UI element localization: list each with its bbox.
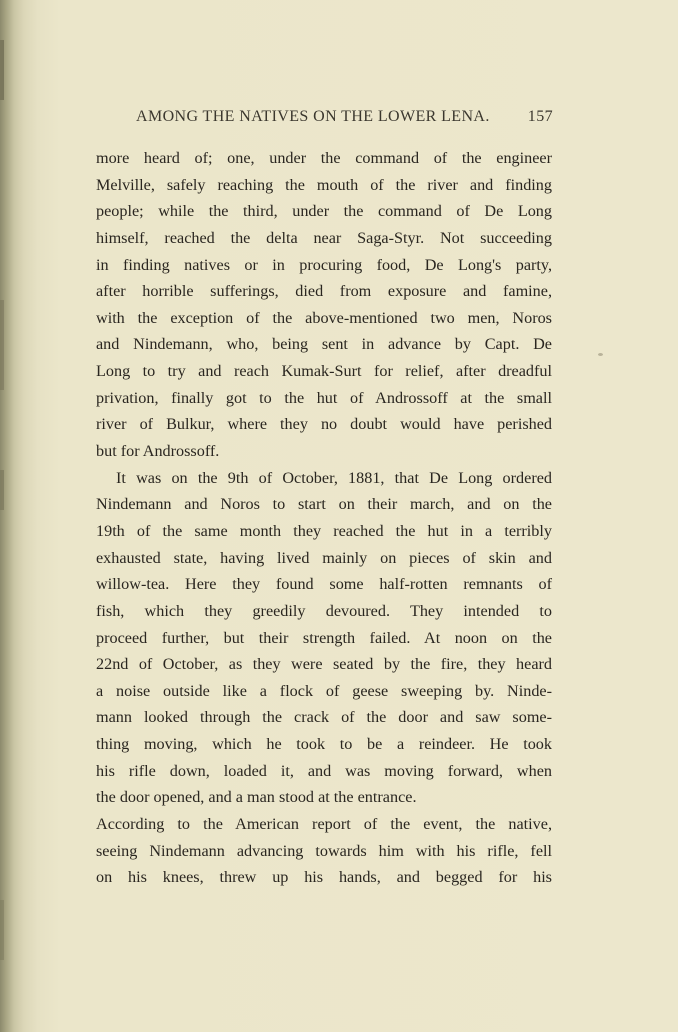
text-line: willow-tea. Here they found some half-rotten remnants of — [96, 575, 552, 594]
text-line: seeing Nindemann advancing towards him with his rifle, fell — [96, 841, 552, 860]
text-line: and Nindemann, who, being sent in advance by Capt. De — [96, 335, 552, 354]
gutter-shadow — [0, 300, 4, 390]
text-line: proceed further, but their strength failed. At noon on the — [96, 628, 552, 647]
text-line: thing moving, which he took to be a reindeer. He took — [96, 735, 552, 754]
text-line: the door opened, and a man stood at the entrance. — [96, 788, 417, 807]
gutter-shadow — [0, 470, 4, 510]
text-line: his rifle down, loaded it, and was moving forward, when — [96, 761, 552, 780]
text-line: river of Bulkur, where they no doubt would have perished — [96, 415, 552, 434]
text-line: more heard of; one, under the command of the engineer — [96, 149, 552, 167]
running-head-title: AMONG THE NATIVES ON THE LOWER LENA. — [136, 108, 490, 125]
text-line: on his knees, threw up his hands, and begged for his — [96, 868, 552, 887]
text-line: It was on the 9th of October, 1881, that De Long ordered — [116, 468, 552, 487]
text-line: with the exception of the above-mentioned two men, Noros — [96, 308, 552, 327]
text-line: mann looked through the crack of the door and saw some- — [96, 708, 552, 727]
text-line: Melville, safely reaching the mouth of the river and finding — [96, 175, 552, 194]
page-number: 157 — [527, 108, 553, 125]
text-line: after horrible sufferings, died from exposure and famine, — [96, 282, 552, 301]
text-line: people; while the third, under the command of De Long — [96, 202, 552, 221]
text-line: a noise outside like a flock of geese sweeping by. Ninde- — [96, 681, 552, 700]
running-head — [96, 106, 553, 130]
text-line: exhausted state, having lived mainly on pieces of skin and — [96, 548, 552, 567]
body-text — [96, 145, 552, 891]
paper-speck — [598, 353, 603, 356]
text-line: privation, finally got to the hut of Androssoff at the small — [96, 388, 552, 407]
text-line: 19th of the same month they reached the hut in a terribly — [96, 521, 552, 540]
text-line: in finding natives or in procuring food, De Long's party, — [96, 255, 552, 274]
text-line: Long to try and reach Kumak-Surt for relief, after dreadful — [96, 362, 552, 381]
text-line: Nindemann and Noros to start on their march, and on the — [96, 495, 552, 514]
text-line: himself, reached the delta near Saga-Styr. Not succeeding — [96, 228, 552, 247]
text-line: 22nd of October, as they were seated by the fire, they heard — [96, 655, 552, 674]
gutter-shadow — [0, 900, 4, 960]
gutter-shadow — [0, 40, 4, 100]
text-line: According to the American report of the event, the native, — [96, 815, 552, 834]
text-line: but for Androssoff. — [96, 442, 220, 461]
text-line: fish, which they greedily devoured. They intended to — [96, 601, 552, 620]
